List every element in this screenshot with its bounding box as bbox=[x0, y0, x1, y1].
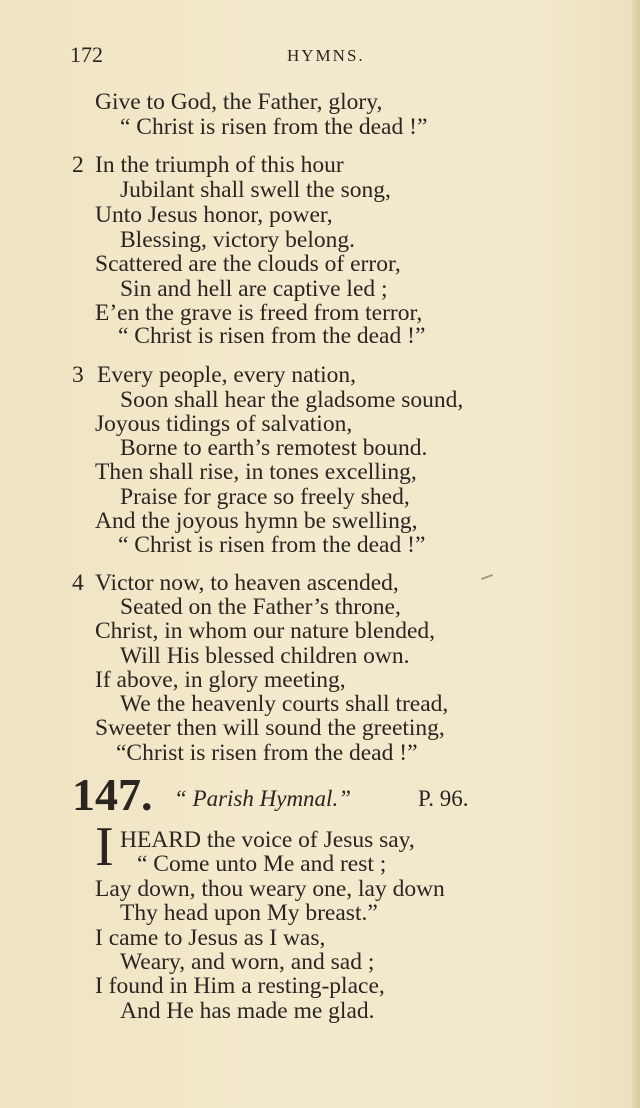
hymn-line: Then shall rise, in tones excelling, bbox=[95, 459, 417, 485]
hymn-line: Seated on the Father’s throne, bbox=[120, 594, 401, 620]
hymn-line: We the heavenly courts shall tread, bbox=[120, 691, 449, 717]
hymn-line: Victor now, to heaven ascended, bbox=[95, 570, 399, 596]
drop-cap: I bbox=[95, 816, 114, 878]
print-mark bbox=[481, 574, 493, 580]
hymn-line: HEARD the voice of Jesus say, bbox=[120, 827, 415, 853]
hymn-line: And the joyous hymn be swelling, bbox=[95, 508, 418, 534]
hymn-number: 147. bbox=[72, 769, 153, 820]
hymn-line: Praise for grace so freely shed, bbox=[120, 484, 410, 510]
stanza-number: 4 bbox=[72, 570, 84, 596]
hymn-line: Every people, every nation, bbox=[97, 362, 357, 388]
hymn-line: In the triumph of this hour bbox=[95, 152, 344, 178]
hymn-line: Borne to earth’s remotest bound. bbox=[120, 435, 428, 461]
hymn-line: If above, in glory meeting, bbox=[95, 667, 346, 693]
hymn-line: Sweeter then will sound the greeting, bbox=[95, 715, 445, 741]
hymn-line: Christ, in whom our nature blended, bbox=[95, 618, 436, 644]
hymn-line: Weary, and worn, and sad ; bbox=[120, 949, 375, 975]
stanza-number: 3 bbox=[72, 362, 84, 388]
hymn-line: “Christ is risen from the dead !” bbox=[116, 740, 418, 766]
hymn-line: And He has made me glad. bbox=[120, 998, 375, 1024]
hymn-line: Soon shall hear the gladsome sound, bbox=[120, 387, 464, 413]
hymn-line: E’en the grave is freed from terror, bbox=[95, 300, 423, 326]
hymn-line: Sin and hell are captive led ; bbox=[120, 276, 388, 302]
page-header bbox=[0, 42, 640, 72]
page-number: 172 bbox=[70, 42, 103, 67]
stanza-number: 2 bbox=[72, 152, 84, 178]
hymn-line: “ Christ is risen from the dead !” bbox=[118, 532, 426, 558]
hymn-line: Will His blessed children own. bbox=[120, 643, 410, 669]
tune-reference: P. 96. bbox=[418, 786, 469, 811]
hymn-line: “ Christ is risen from the dead !” bbox=[118, 323, 426, 349]
hymn-attribution: “ Parish Hymnal.” bbox=[174, 786, 351, 811]
hymn-line: Lay down, thou weary one, lay down bbox=[95, 876, 445, 902]
hymn-line: “ Christ is risen from the dead !” bbox=[120, 114, 428, 140]
running-title: HYMNS. bbox=[287, 46, 365, 65]
hymn-line: Jubilant shall swell the song, bbox=[120, 177, 391, 203]
page-edge bbox=[632, 0, 640, 1108]
hymn-line: Give to God, the Father, glory, bbox=[95, 89, 383, 115]
hymn-line: Scattered are the clouds of error, bbox=[95, 251, 401, 277]
hymn-line: Thy head upon My breast.” bbox=[120, 900, 378, 926]
hymn-line: “ Come unto Me and rest ; bbox=[137, 851, 387, 877]
hymn-line: Blessing, victory belong. bbox=[120, 227, 355, 253]
hymn-line: I found in Him a resting-place, bbox=[95, 973, 385, 999]
hymn-line: Joyous tidings of salvation, bbox=[95, 411, 353, 437]
hymn-line: I came to Jesus as I was, bbox=[95, 925, 326, 951]
hymn-line: Unto Jesus honor, power, bbox=[95, 202, 333, 228]
